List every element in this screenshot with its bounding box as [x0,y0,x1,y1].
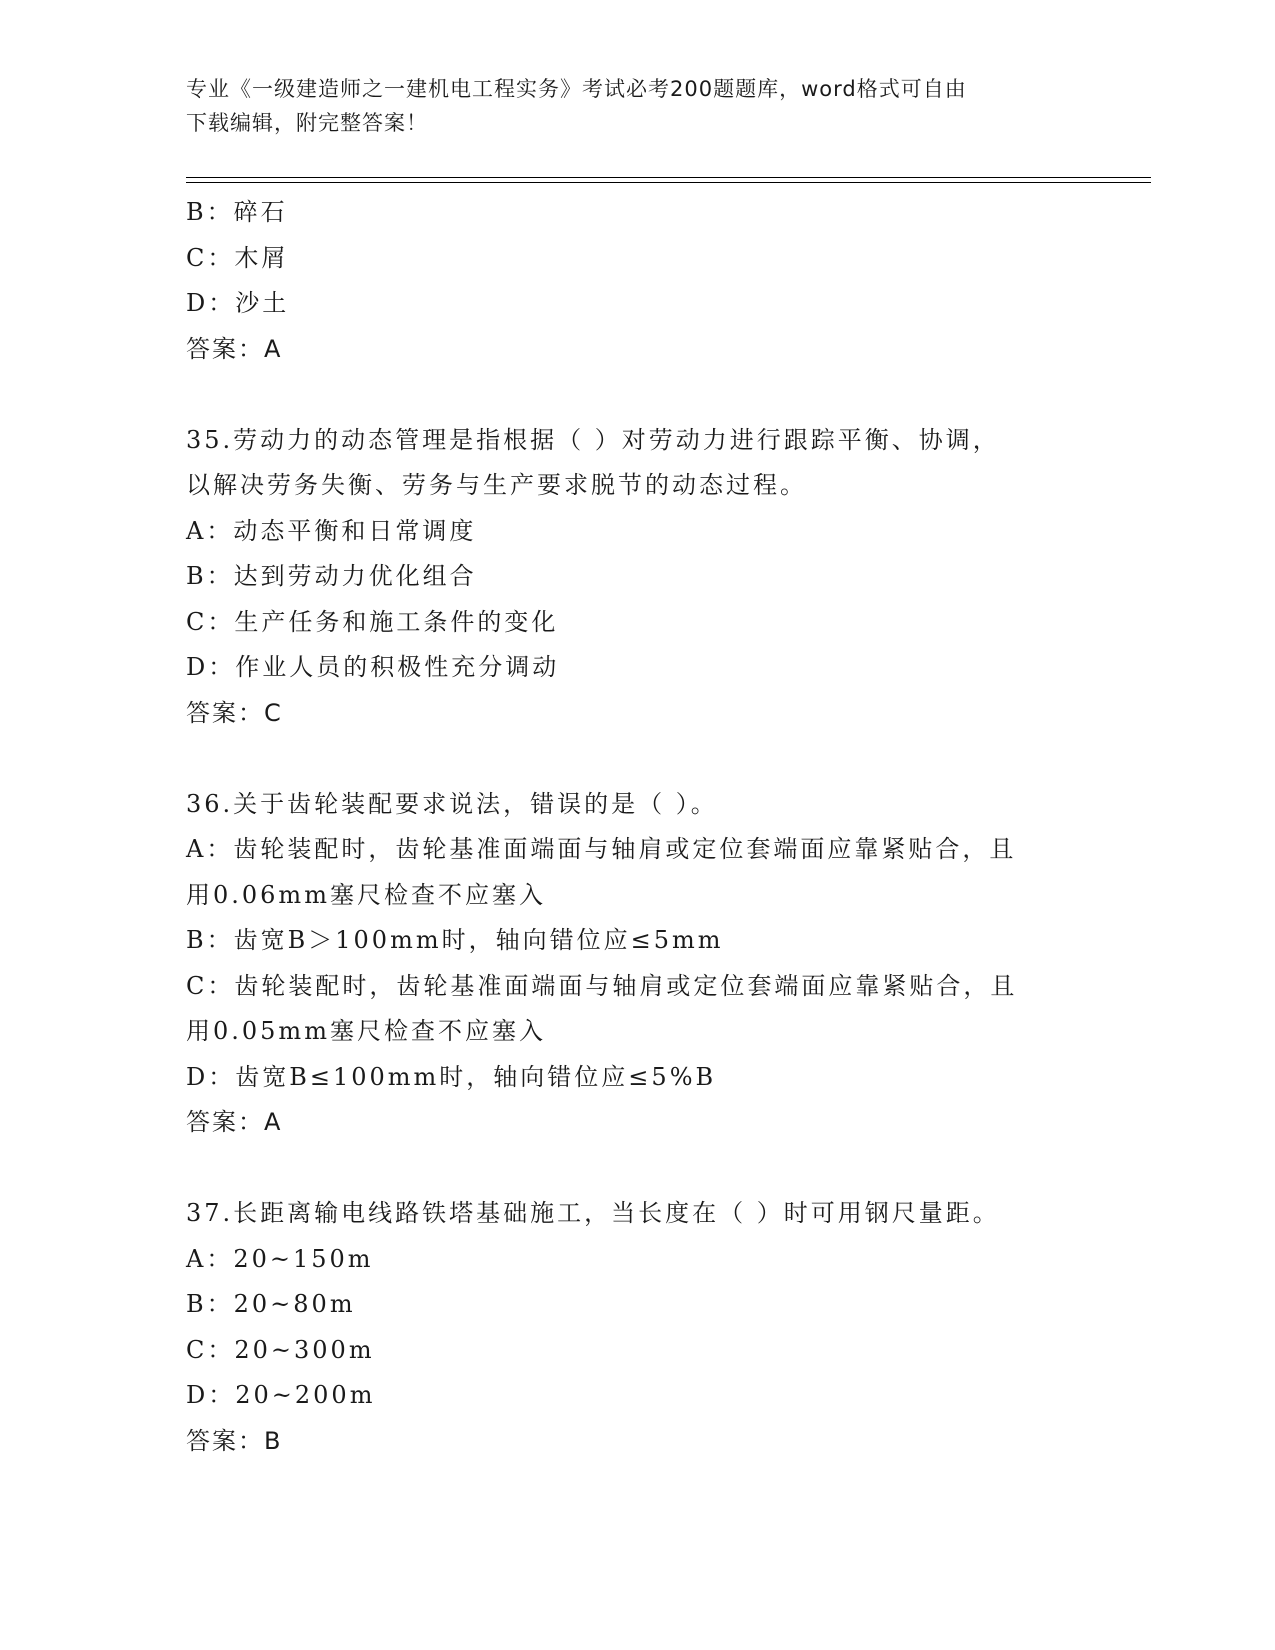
q37-option-c: C：20~300m [186,1335,375,1364]
spacer [186,1146,1086,1192]
q36-option-c-line-1: C：齿轮装配时，齿轮基准面端面与轴肩或定位套端面应靠紧贴合，且 [186,971,1018,1000]
q35-option-a: A：动态平衡和日常调度 [186,516,477,545]
q35-stem-line-1: 35.劳动力的动态管理是指根据（ ）对劳动力进行跟踪平衡、协调， [186,425,1000,454]
header-rule-top [186,177,1151,178]
q37-stem-line-1: 37.长距离输电线路铁塔基础施工，当长度在（ ）时可用钢尺量距。 [186,1199,1000,1227]
q36-option-a-line-2: 用0.06mm塞尺检查不应塞入 [186,880,546,909]
q37-answer: 答案：B [186,1426,283,1455]
header-rule-bottom [186,182,1151,183]
prev-option-d: D：沙土 [186,289,290,317]
q35-option-b: B：达到劳动力优化组合 [186,562,477,590]
q36-option-b: B：齿宽B＞100mm时，轴向错位应≤5mm [186,926,724,954]
header-line-2: 下载编辑，附完整答案！ [186,111,428,135]
spacer [186,736,1086,782]
q35-option-d: D：作业人员的积极性充分调动 [186,653,560,681]
q37-option-a: A：20~150m [186,1244,374,1273]
q36-stem-line-1: 36.关于齿轮装配要求说法，错误的是（ ）。 [186,789,718,818]
q36-option-c-line-2: 用0.05mm塞尺检查不应塞入 [186,1017,546,1045]
q35-stem-line-2: 以解决劳务失衡、劳务与生产要求脱节的动态过程。 [186,471,807,499]
q37-option-b: B：20~80m [186,1290,356,1318]
prev-answer: 答案：A [186,334,283,363]
prev-option-b: B：碎石 [186,198,288,226]
q36-option-a-line-1: A：齿轮装配时，齿轮基准面端面与轴肩或定位套端面应靠紧贴合，且 [186,835,1017,863]
spacer [186,372,1086,418]
q36-option-d: D：齿宽B≤100mm时，轴向错位应≤5%B [186,1062,717,1091]
question-content [186,190,1086,1464]
q37-option-d: D：20~200m [186,1381,376,1409]
q35-option-c: C：生产任务和施工条件的变化 [186,607,559,636]
prev-option-c: C：木屑 [186,243,289,272]
page-header [186,72,1066,140]
header-line-1: 专业《一级建造师之一建机电工程实务》考试必考200题题库，word格式可自由 [186,77,967,101]
q35-answer: 答案：C [186,698,283,727]
q36-answer: 答案：A [186,1108,283,1136]
